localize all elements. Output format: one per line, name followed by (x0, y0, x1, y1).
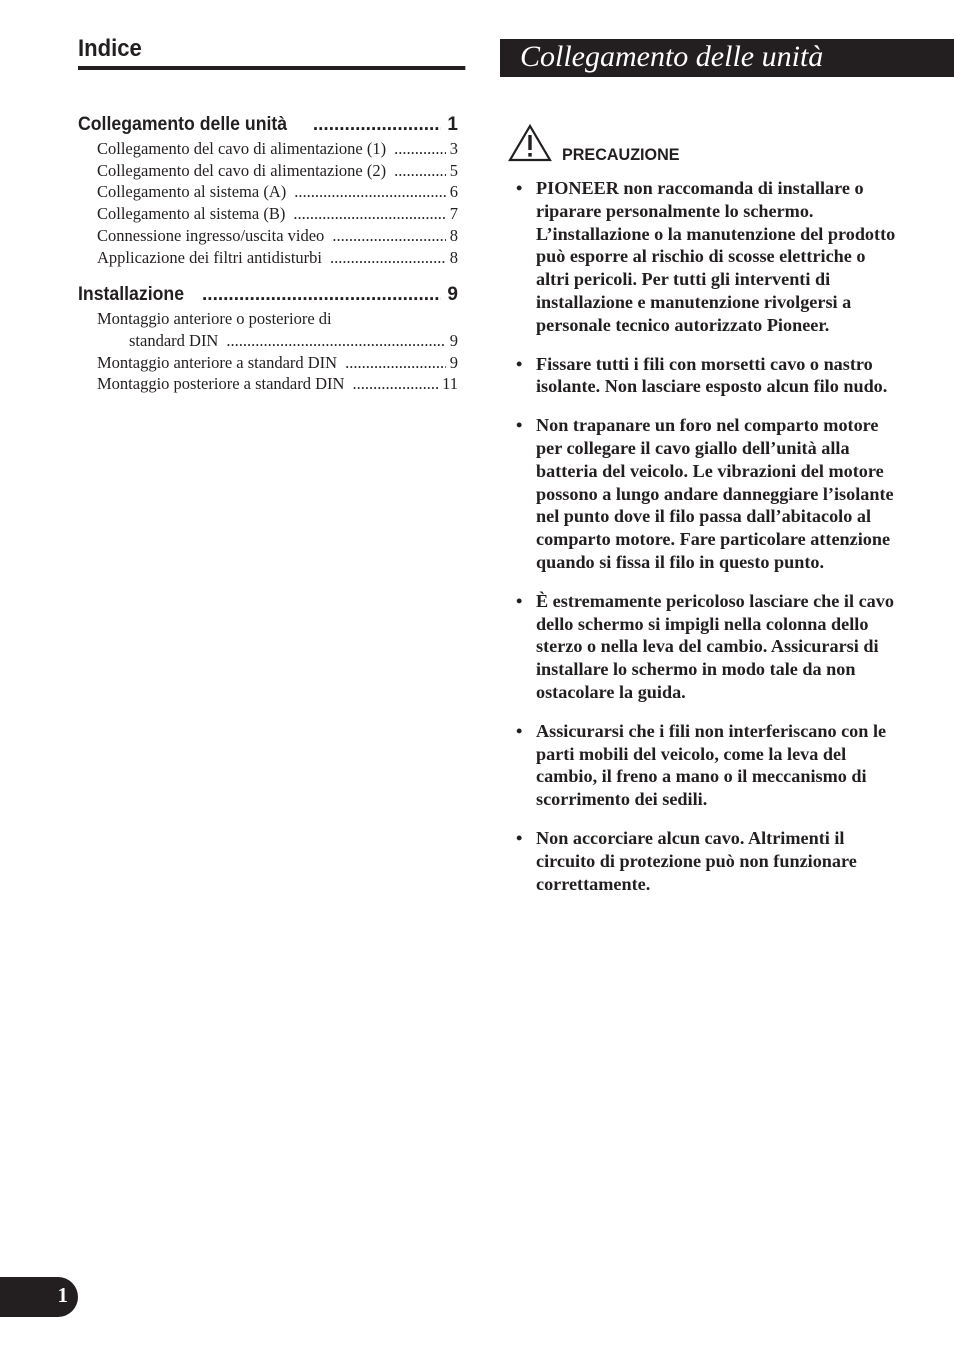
dot-leader (293, 203, 445, 225)
list-item-text: PIONEER non raccomanda di installare o riparare personalmente lo schermo. L’installazione o la manutenzione del prodotto può esporre al rischio di scosse elettriche o altri pericoli. Per tutti gli interventi di installazione e manutenzione rivolgersi a personale tecnico autorizzato Pioneer. (536, 178, 896, 335)
list-item-text: Non trapanare un foro nel comparto motore per collegare il cavo giallo dell’unità alla batteria del veicolo. Le vibrazioni del motore possono a lungo andare danneggiare l’isolante nel punto dove il filo passa dall’abitacolo al comparto motore. Fare particolare attenzione quando si fissa il filo in questo punto. (536, 415, 894, 572)
dot-leader (294, 181, 446, 203)
dot-leader (226, 330, 445, 352)
toc-entry-label: Montaggio anteriore o posteriore di (97, 309, 332, 329)
toc-heading-label: Installazione (78, 284, 185, 306)
section-title: Collegamento delle unità (520, 40, 824, 73)
bullet-mark: • (516, 590, 523, 611)
toc-entry-page: 3 (449, 139, 458, 158)
dot-leader (394, 160, 446, 182)
toc-entry-label: Connessione ingresso/uscita video (97, 225, 325, 245)
toc-entry[interactable] (78, 203, 458, 225)
bullet-mark: • (516, 720, 523, 741)
toc-entry[interactable] (78, 247, 458, 269)
toc-entry-label: Montaggio posteriore a standard DIN (97, 374, 345, 394)
toc-entry-label: Montaggio anteriore a standard DIN (97, 352, 338, 372)
toc-entry-page: 6 (449, 182, 458, 202)
index-title: Indice (78, 34, 465, 70)
toc-entry-page: 11 (442, 374, 458, 394)
bullet-mark: • (516, 353, 523, 374)
toc-entry[interactable] (78, 160, 458, 182)
page-number: 1 (57, 1283, 68, 1307)
section-title-bar (500, 39, 954, 77)
toc-entry-label: Collegamento del cavo di alimentazione (2) (97, 160, 387, 180)
precaution-list (516, 177, 896, 911)
dot-leader (330, 247, 446, 269)
toc-entry[interactable] (78, 308, 458, 330)
caution-label: PRECAUZIONE (562, 145, 680, 164)
list-item (516, 720, 896, 811)
toc-entry[interactable] (78, 352, 458, 374)
toc-entry-page: 9 (449, 352, 458, 372)
warning-triangle-icon (508, 124, 552, 167)
table-of-contents (78, 112, 458, 409)
list-item-text: Fissare tutti i fili con morsetti cavo o nastro isolante. Non lasciare esposto alcun filo nudo. (536, 353, 888, 397)
toc-entry-page: 8 (449, 247, 458, 267)
dot-leader (345, 352, 446, 374)
toc-section-collegamento (78, 112, 458, 268)
toc-heading-page: 9 (447, 284, 458, 306)
bullet-mark: • (516, 178, 523, 198)
bullet-mark: • (516, 415, 523, 436)
list-item (516, 827, 896, 895)
list-item-text: Non accorciare alcun cavo. Altrimenti il circuito di protezione può non funzionare correttamente. (536, 827, 857, 894)
dot-leader (352, 373, 438, 395)
dot-leader (202, 282, 441, 308)
toc-entry[interactable] (78, 181, 458, 203)
bullet-mark: • (516, 827, 523, 848)
caution-heading (508, 124, 686, 167)
toc-entry[interactable] (78, 138, 458, 160)
toc-entry-page: 7 (449, 204, 458, 224)
toc-heading-page: 1 (447, 114, 458, 135)
dot-leader (332, 225, 445, 247)
toc-heading-label: Collegamento delle unità (78, 114, 288, 135)
toc-entry[interactable] (78, 373, 458, 395)
toc-entry-label: Collegamento al sistema (A) (97, 182, 287, 202)
toc-entry-page: 8 (449, 225, 458, 245)
dot-leader (394, 138, 446, 160)
list-item (516, 353, 896, 399)
list-item (516, 414, 896, 574)
toc-entry-label: Applicazione dei filtri antidisturbi (97, 247, 322, 267)
toc-entry-label: standard DIN (129, 330, 219, 350)
toc-entry-label: Collegamento del cavo di alimentazione (1) (97, 139, 387, 158)
list-item (516, 177, 896, 337)
toc-section-installazione (78, 282, 458, 395)
toc-entry-continuation[interactable] (78, 330, 458, 352)
page-number-tab (0, 1277, 78, 1317)
toc-entry[interactable] (78, 225, 458, 247)
toc-entry-page: 5 (449, 160, 458, 180)
toc-entry-label: Collegamento al sistema (B) (97, 204, 286, 224)
list-item-text: Assicurarsi che i fili non interferiscano con le parti mobili del veicolo, come la leva del cambio, il freno a mano o il meccanismo di scorrimento dei sedili. (536, 720, 887, 810)
toc-heading[interactable] (78, 282, 458, 308)
list-item (516, 590, 896, 704)
toc-heading[interactable] (78, 112, 458, 138)
toc-entry-page: 9 (449, 330, 458, 350)
list-item-text: È estremamente pericoloso lasciare che il cavo dello schermo si impigli nella colonna dello sterzo o nella leva del cambio. Assicurarsi di installare lo schermo in modo tale da non ostacolare la guida. (536, 590, 894, 702)
dot-leader (313, 112, 442, 138)
